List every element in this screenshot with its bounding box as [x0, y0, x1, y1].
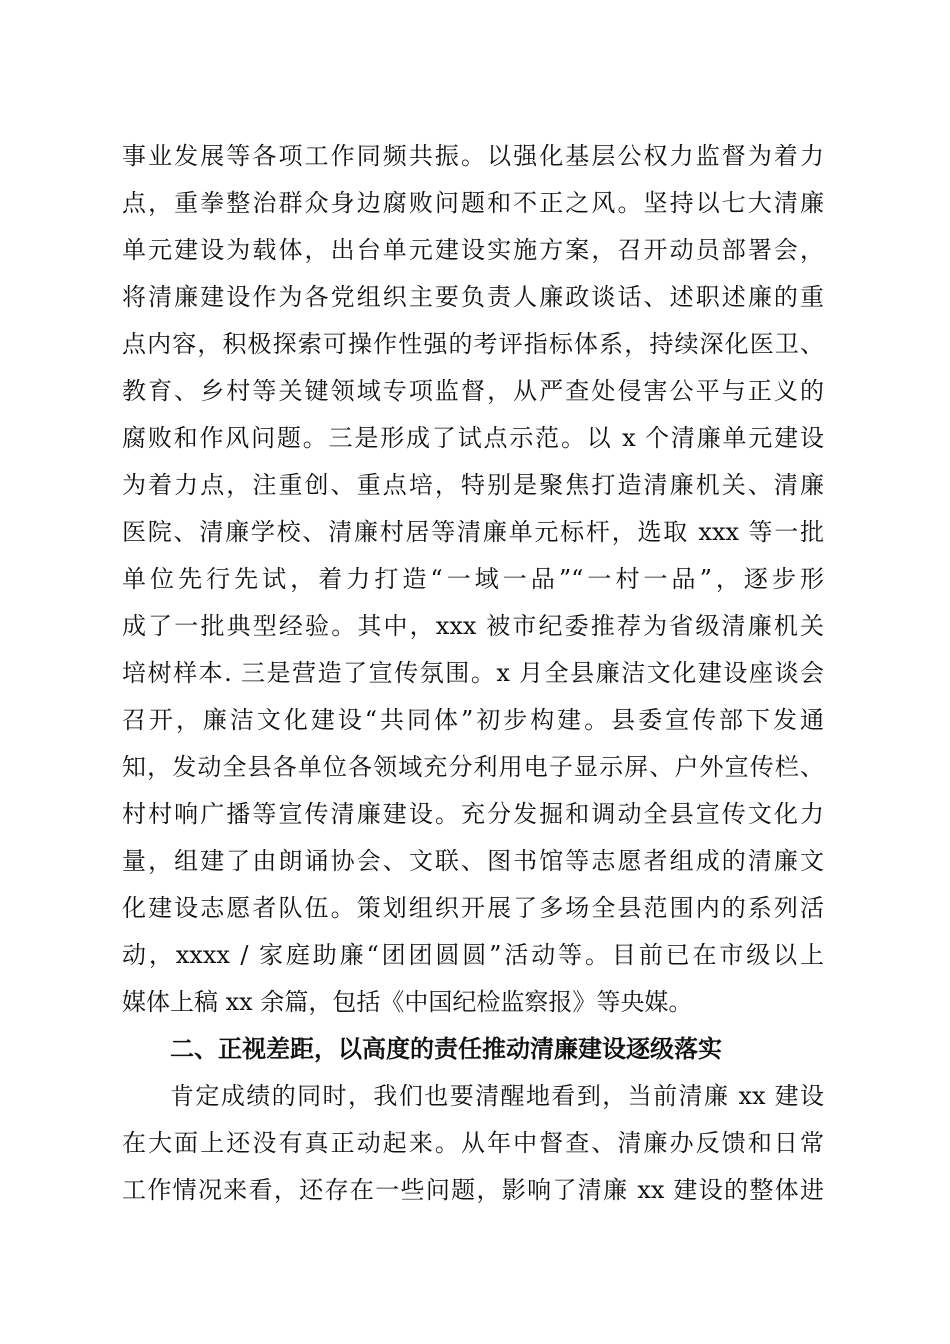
- body-text-line: 肯定成绩的同时，我们也要清醒地看到，当前清廉 xx 建设: [170, 1082, 824, 1110]
- body-text-line: 化建设志愿者队伍。策划组织开展了多场全县范围内的系列活: [122, 894, 824, 922]
- body-text-line: 为着力点，注重创、重点培，特别是聚焦打造清廉机关、清廉: [122, 471, 824, 499]
- body-text-line: 培树样本. 三是营造了宣传氛围。x 月全县廉洁文化建设座谈会: [122, 659, 824, 687]
- body-text-line: 工作情况来看，还存在一些问题，影响了清廉 xx 建设的整体进: [122, 1176, 824, 1204]
- body-text-line: 动，xxxx / 家庭助廉“团团圆圆”活动等。目前已在市级以上: [122, 941, 824, 969]
- body-text-line: 在大面上还没有真正动起来。从年中督查、清廉办反馈和日常: [122, 1129, 824, 1157]
- body-text-line: 知，发动全县各单位各领域充分利用电子显示屏、户外宣传栏、: [122, 753, 824, 781]
- body-text-line: 召开，廉洁文化建设“共同体”初步构建。县委宣传部下发通: [122, 706, 824, 734]
- body-text-line: 医院、清廉学校、清廉村居等清廉单元标杆，选取 xxx 等一批: [122, 518, 824, 546]
- body-text-line: 事业发展等各项工作同频共振。以强化基层公权力监督为着力: [122, 142, 824, 170]
- body-text-line: 单元建设为载体，出台单元建设实施方案，召开动员部署会，: [122, 236, 824, 264]
- body-text-line: 点内容，积极探索可操作性强的考评指标体系，持续深化医卫、: [122, 330, 824, 358]
- body-text-line: 媒体上稿 xx 余篇，包括《中国纪检监察报》等央媒。: [122, 988, 693, 1016]
- body-text-line: 村村响广播等宣传清廉建设。充分发掘和调动全县宣传文化力: [122, 800, 824, 828]
- body-text-line: 腐败和作风问题。三是形成了试点示范。以 x 个清廉单元建设: [122, 424, 824, 452]
- body-text-line: 成了一批典型经验。其中，xxx 被市纪委推荐为省级清廉机关: [122, 612, 824, 640]
- body-text-line: 量，组建了由朗诵协会、文联、图书馆等志愿者组成的清廉文: [122, 847, 824, 875]
- section-heading: 二、正视差距，以高度的责任推动清廉建设逐级落实: [170, 1035, 722, 1063]
- body-text-line: 教育、乡村等关键领域专项监督，从严查处侵害公平与正义的: [122, 377, 824, 405]
- body-text-line: 点，重拳整治群众身边腐败问题和不正之风。坚持以七大清廉: [122, 189, 824, 217]
- body-text-line: 将清廉建设作为各党组织主要负责人廉政谈话、述职述廉的重: [122, 283, 824, 311]
- body-text-line: 单位先行先试，着力打造“一域一品”“一村一品”，逐步形: [122, 565, 824, 593]
